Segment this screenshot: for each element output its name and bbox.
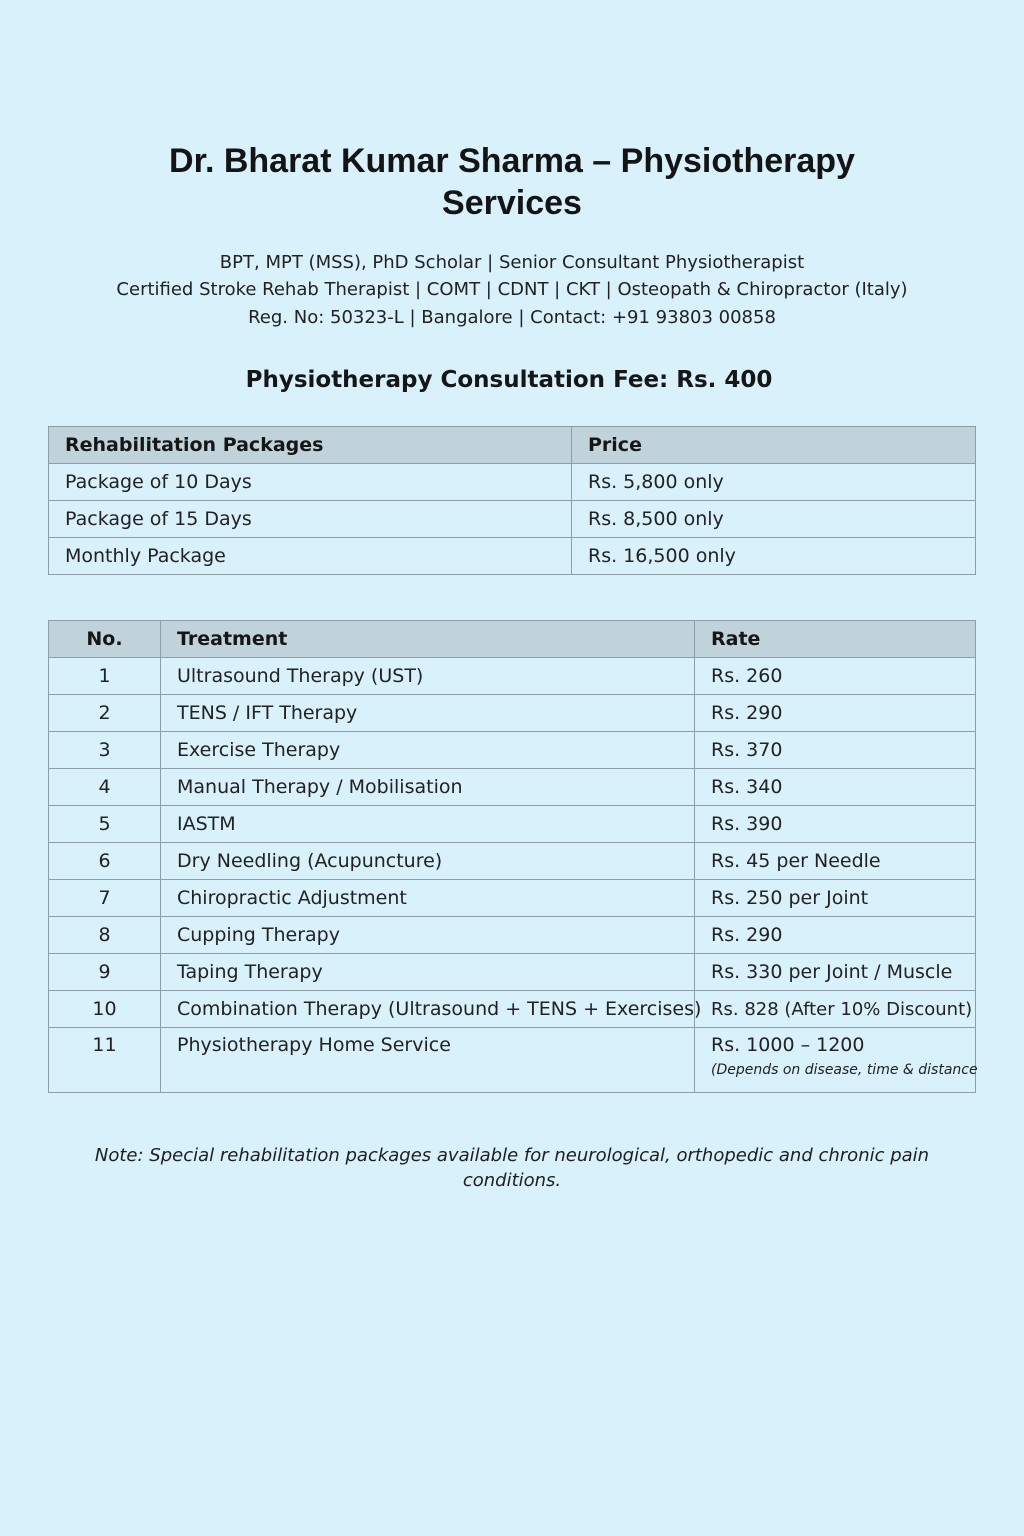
treatment-number: 3 [49,732,161,769]
treatment-number: 11 [49,1028,161,1093]
treatment-name: Dry Needling (Acupuncture) [161,843,695,880]
number-column-header: No. [49,621,161,658]
rate-footnote: (Depends on disease, time & distance [711,1062,978,1078]
treatments-table [48,620,976,1093]
treatment-rate: Rs. 340 [695,769,976,806]
table-row [49,954,976,991]
package-name: Monthly Package [49,538,572,575]
table-row [49,464,976,501]
treatment-number: 4 [49,769,161,806]
treatment-name: Ultrasound Therapy (UST) [161,658,695,695]
treatment-rate: Rs. 250 per Joint [695,880,976,917]
table-row [49,658,976,695]
table-row [49,538,976,575]
contact-line: Reg. No: 50323-L | Bangalore | Contact: +91 93803 00858 [248,307,776,328]
treatment-name: IASTM [161,806,695,843]
table-row [49,917,976,954]
treatment-rate: Rs. 290 [695,695,976,732]
rate-column-header: Rate [695,621,976,658]
treatment-rate: Rs. 45 per Needle [695,843,976,880]
certifications-line: Certified Stroke Rehab Therapist | COMT | CDNT | CKT | Osteopath & Chiropractor (Italy) [116,279,908,300]
treatment-rate-cell [695,1028,976,1093]
treatment-number: 1 [49,658,161,695]
page-title: Dr. Bharat Kumar Sharma – Physiotherapy Services [169,142,855,222]
treatment-name: Physiotherapy Home Service [161,1028,695,1093]
table-row [49,769,976,806]
treatment-number: 2 [49,695,161,732]
treatment-rate: Rs. 828 (After 10% Discount) [695,991,976,1028]
packages-header-row [49,427,976,464]
table-row [49,501,976,538]
package-price: Rs. 5,800 only [572,464,976,501]
table-row [49,880,976,917]
footer-note: Note: Special rehabilitation packages available for neurological, orthopedic and chronic pain conditions. [94,1145,930,1191]
treatment-name: Taping Therapy [161,954,695,991]
price-column-header: Price [572,427,976,464]
treatment-name: TENS / IFT Therapy [161,695,695,732]
treatment-number: 10 [49,991,161,1028]
package-price: Rs. 8,500 only [572,501,976,538]
table-row [49,732,976,769]
consultation-fee: Physiotherapy Consultation Fee: Rs. 400 [245,367,773,393]
packages-column-header: Rehabilitation Packages [49,427,572,464]
treatment-name: Exercise Therapy [161,732,695,769]
table-row [49,695,976,732]
treatment-name: Cupping Therapy [161,917,695,954]
treatment-name: Chiropractic Adjustment [161,880,695,917]
treatment-number: 8 [49,917,161,954]
treatment-number: 5 [49,806,161,843]
treatment-number: 6 [49,843,161,880]
qualifications-line: BPT, MPT (MSS), PhD Scholar | Senior Consultant Physiotherapist [219,252,805,273]
package-name: Package of 15 Days [49,501,572,538]
treatment-rate: Rs. 1000 – 1200 [711,1034,865,1056]
treatment-rate: Rs. 330 per Joint / Muscle [695,954,976,991]
packages-table [48,426,976,575]
table-row [49,806,976,843]
treatment-name: Combination Therapy (Ultrasound + TENS + Exercises) [161,991,695,1028]
treatment-rate: Rs. 370 [695,732,976,769]
treatment-rate: Rs. 390 [695,806,976,843]
package-name: Package of 10 Days [49,464,572,501]
treatment-number: 9 [49,954,161,991]
treatment-rate: Rs. 290 [695,917,976,954]
treatment-name: Manual Therapy / Mobilisation [161,769,695,806]
table-row [49,991,976,1028]
treatment-rate: Rs. 260 [695,658,976,695]
treatments-header-row [49,621,976,658]
table-row [49,843,976,880]
table-row [49,1028,976,1093]
treatment-number: 7 [49,880,161,917]
package-price: Rs. 16,500 only [572,538,976,575]
treatment-column-header: Treatment [161,621,695,658]
